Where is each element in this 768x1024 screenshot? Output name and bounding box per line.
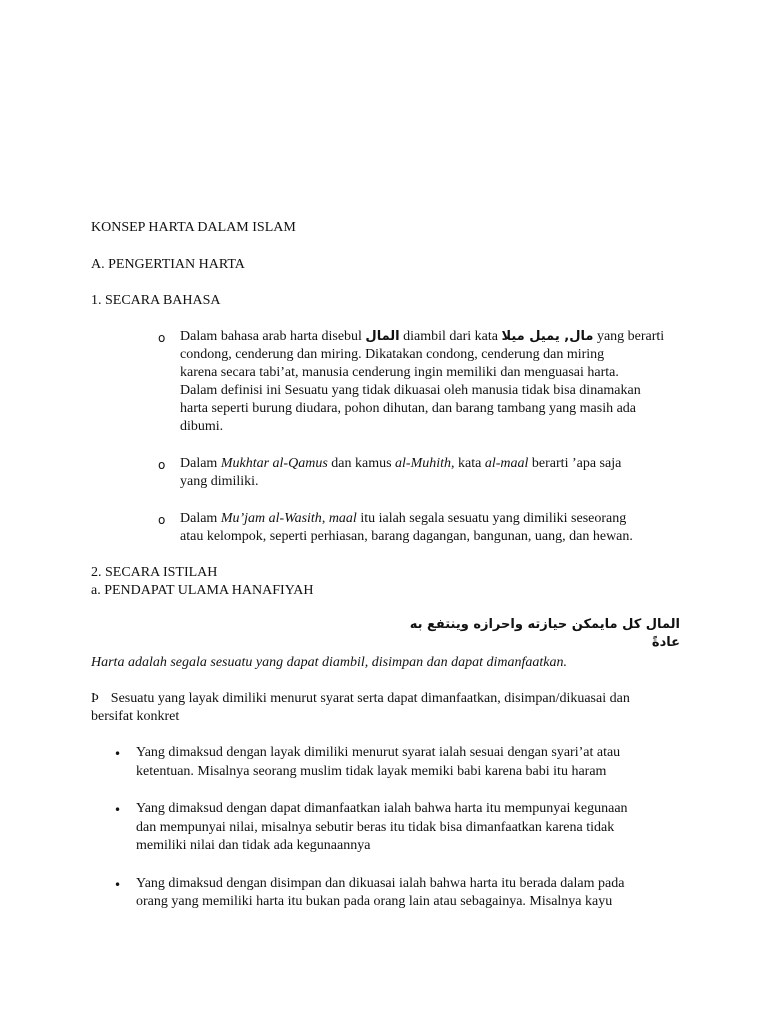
italic-definition: Harta adalah segala sesuatu yang dapat diambil, disimpan dan dapat dimanfaatkan. <box>91 655 567 670</box>
list-item-line: dan mempunyai nilai, misalnya sebutir beras itu tidak bisa dimanfaatkan karena tidak <box>136 820 615 835</box>
list-item-line: Dalam Mukhtar al-Qamus dan kamus al-Muhith, kata al-maal berarti ’apa saja <box>180 456 622 471</box>
arabic-definition: المال كل مايمكن حيازته واحرازه وينتفع به عادةً <box>409 617 680 650</box>
list-item-line: ketentuan. Misalnya seorang muslim tidak layak memiki babi karena babi itu haram <box>136 764 607 779</box>
list-item-line: Dalam definisi ini Sesuatu yang tidak dikuasai oleh manusia tidak bisa dinamakan <box>180 383 641 398</box>
dot-bullet: • <box>114 803 122 817</box>
section-heading-a: A. PENGERTIAN HARTA <box>91 257 245 272</box>
circle-bullet: o <box>158 331 166 345</box>
section-heading-2: 2. SECARA ISTILAH <box>91 565 218 580</box>
document-title: KONSEP HARTA DALAM ISLAM <box>91 220 296 235</box>
paragraph-line: bersifat konkret <box>91 709 180 724</box>
arabic-word: مال, يميل ميلا <box>501 329 594 344</box>
section-heading-1: 1. SECARA BAHASA <box>91 293 221 308</box>
list-item-line: Yang dimaksud dengan disimpan dan dikuasai ialah bahwa harta itu berada dalam pada <box>136 876 625 891</box>
paragraph-line: Þ Sesuatu yang layak dimiliki menurut syarat serta dapat dimanfaatkan, disimpan/dikuasai dan <box>91 691 630 706</box>
circle-bullet: o <box>158 458 166 472</box>
list-item-line: orang yang memiliki harta itu bukan pada orang lain atau sebagainya. Misalnya kayu <box>136 894 613 909</box>
dot-bullet: • <box>114 747 122 761</box>
list-item-line: yang dimiliki. <box>180 474 259 489</box>
list-item-line: harta seperti burung diudara, pohon dihutan, dan barang tambang yang masih ada <box>180 401 637 416</box>
list-item-line: Dalam Mu’jam al-Wasith, maal itu ialah segala sesuatu yang dimiliki seseorang <box>180 511 627 526</box>
list-item-line: condong, cenderung dan miring. Dikatakan condong, cenderung dan miring <box>180 347 605 362</box>
list-item-line: atau kelompok, seperti perhiasan, barang dagangan, bangunan, uang, dan hewan. <box>180 529 633 544</box>
section-heading-2a: a. PENDAPAT ULAMA HANAFIYAH <box>91 583 314 598</box>
circle-bullet: o <box>158 513 166 527</box>
dot-bullet: • <box>114 878 122 892</box>
list-item-line: Yang dimaksud dengan dapat dimanfaatkan ialah bahwa harta itu mempunyai kegunaan <box>136 801 628 816</box>
list-item-line: memiliki nilai dan tidak ada kegunaannya <box>136 838 371 853</box>
list-item-line: Yang dimaksud dengan layak dimiliki menurut syarat ialah sesuai dengan syari’at atau <box>136 745 621 760</box>
list-item-line: karena secara tabi’at, manusia cenderung ingin memiliki dan menguasai harta. <box>180 365 619 380</box>
list-item-line: dibumi. <box>180 419 224 434</box>
list-item-line: Dalam bahasa arab harta disebul المال diambil dari kata مال, يميل ميلا yang berarti <box>180 329 665 344</box>
thorn-bullet: Þ <box>91 691 99 706</box>
arabic-word: المال <box>365 329 400 344</box>
